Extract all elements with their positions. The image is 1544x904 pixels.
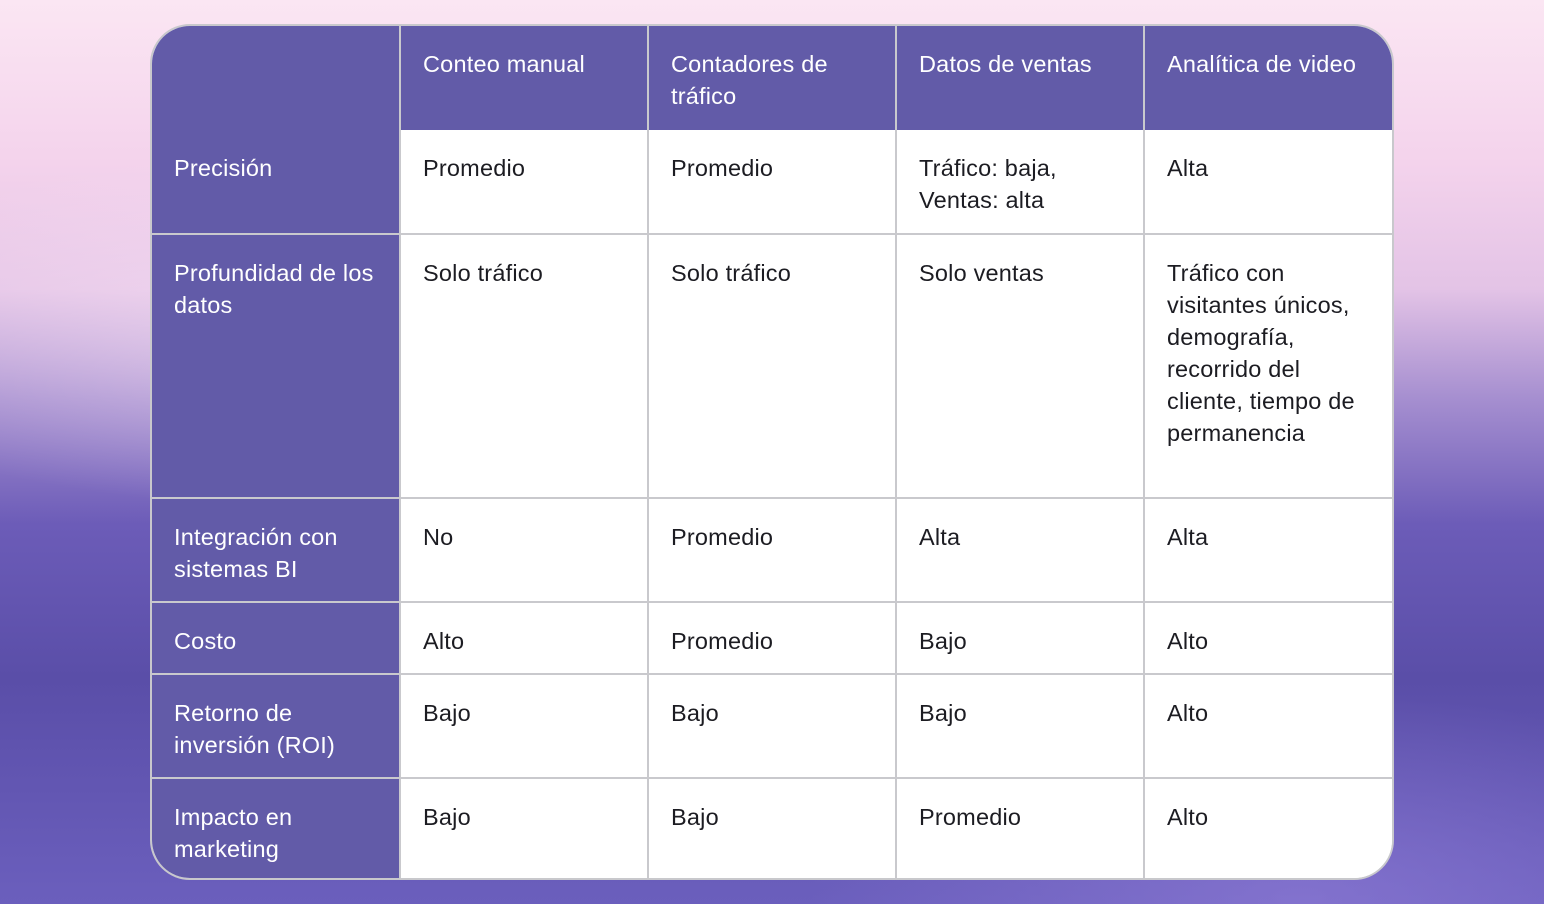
table-row-roi xyxy=(152,674,1392,778)
table-cell: Alta xyxy=(896,498,1144,602)
table-cell: Promedio xyxy=(648,498,896,602)
comparison-table-card xyxy=(150,24,1394,880)
corner-header-cell xyxy=(152,26,400,130)
row-header-impacto-en-marketing: Impacto en marketing xyxy=(152,778,400,880)
table-cell: Alto xyxy=(1144,602,1392,674)
row-header-costo: Costo xyxy=(152,602,400,674)
table-cell: Promedio xyxy=(648,130,896,234)
table-cell: Bajo xyxy=(400,674,648,778)
table-cell: Bajo xyxy=(400,778,648,880)
table-cell: Bajo xyxy=(648,778,896,880)
table-cell: Promedio xyxy=(648,602,896,674)
column-header-analitica-de-video: Analítica de video xyxy=(1144,26,1392,130)
table-cell: Tráfico: baja, Ventas: alta xyxy=(896,130,1144,234)
table-cell: Tráfico con visitantes únicos, demografía, recorrido del cliente, tiempo de permanencia xyxy=(1144,234,1392,498)
table-cell: Bajo xyxy=(896,674,1144,778)
table-cell: Alta xyxy=(1144,498,1392,602)
row-header-retorno-de-inversion: Retorno de inversión (ROI) xyxy=(152,674,400,778)
comparison-table xyxy=(152,26,1392,880)
table-row-integracion xyxy=(152,498,1392,602)
table-cell: Solo tráfico xyxy=(400,234,648,498)
table-cell: Alta xyxy=(1144,130,1392,234)
table-cell: No xyxy=(400,498,648,602)
table-cell: Bajo xyxy=(648,674,896,778)
table-cell: Promedio xyxy=(896,778,1144,880)
table-cell: Bajo xyxy=(896,602,1144,674)
table-row-impacto xyxy=(152,778,1392,880)
table-cell: Solo tráfico xyxy=(648,234,896,498)
table-cell: Solo ventas xyxy=(896,234,1144,498)
column-header-conteo-manual: Conteo manual xyxy=(400,26,648,130)
row-header-precision: Precisión xyxy=(152,130,400,234)
column-header-contadores-de-trafico: Contadores de tráfico xyxy=(648,26,896,130)
table-header-row xyxy=(152,26,1392,130)
table-cell: Promedio xyxy=(400,130,648,234)
table-cell: Alto xyxy=(400,602,648,674)
table-row-costo xyxy=(152,602,1392,674)
table-cell: Alto xyxy=(1144,778,1392,880)
column-header-datos-de-ventas: Datos de ventas xyxy=(896,26,1144,130)
table-cell: Alto xyxy=(1144,674,1392,778)
table-row-profundidad xyxy=(152,234,1392,498)
row-header-integracion-bi: Integración con sistemas BI xyxy=(152,498,400,602)
row-header-profundidad-de-los-datos: Profundidad de los datos xyxy=(152,234,400,498)
table-row-precision xyxy=(152,130,1392,234)
